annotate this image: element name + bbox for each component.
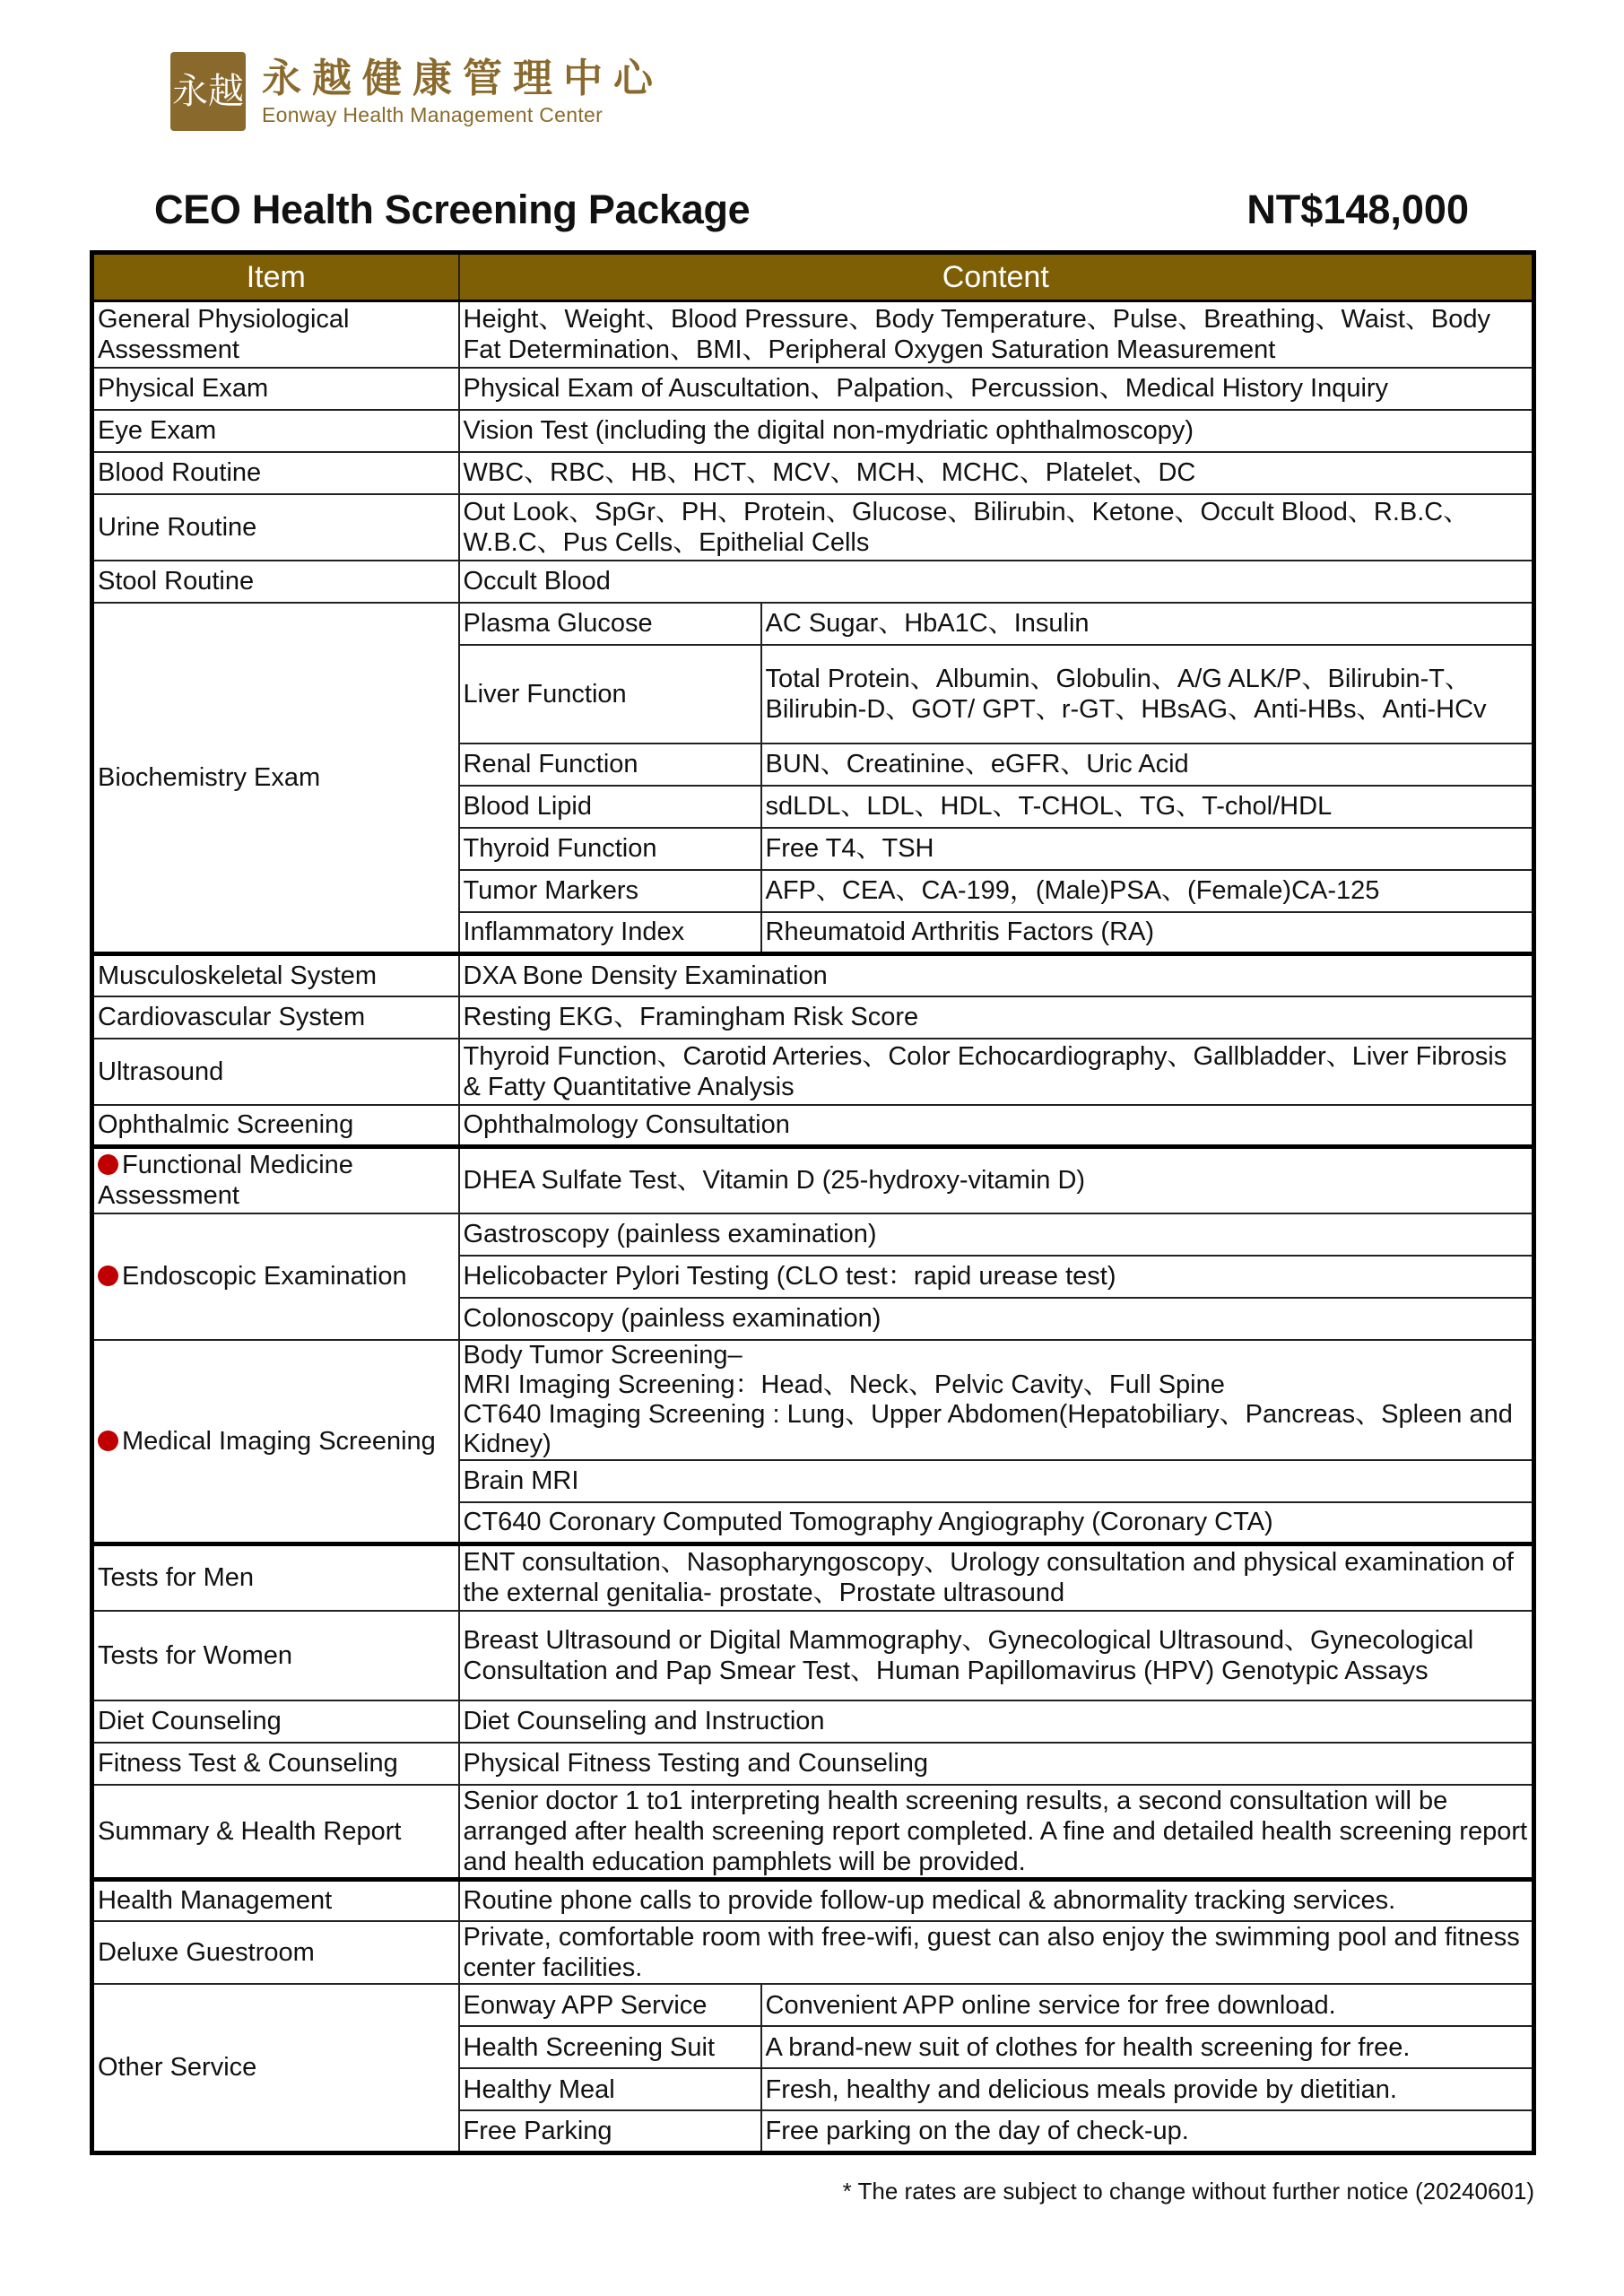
item-cell: Cardiovascular System <box>92 996 459 1039</box>
sub-item-cell: Plasma Glucose <box>459 603 761 645</box>
sub-content-cell: sdLDL、LDL、HDL、T-CHOL、TG、T-chol/HDL <box>761 786 1534 828</box>
table-row <box>92 561 1534 603</box>
content-cell: Diet Counseling and Instruction <box>459 1700 1534 1743</box>
item-cell: Deluxe Guestroom <box>92 1921 459 1984</box>
content-cell: DHEA Sulfate Test、Vitamin D (25-hydroxy-vitamin D) <box>459 1147 1534 1213</box>
content-cell: Occult Blood <box>459 561 1534 603</box>
footer-note: * The rates are subject to change without further notice (20240601) <box>842 2178 1534 2205</box>
item-cell: Other Service <box>92 1984 459 2152</box>
package-price: NT$148,000 <box>1246 187 1469 232</box>
table-row <box>92 1879 1534 1921</box>
table-row <box>92 954 1534 996</box>
table-row <box>92 1340 1534 1460</box>
item-label: Functional Medicine Assessment <box>98 1151 353 1211</box>
item-cell: Summary & Health Report <box>92 1785 459 1880</box>
content-cell: Colonoscopy (painless examination) <box>459 1298 1534 1340</box>
table-row <box>92 410 1534 452</box>
item-cell: Biochemistry Exam <box>92 603 459 954</box>
table-row <box>92 1700 1534 1743</box>
sub-item-cell: Free Parking <box>459 2110 761 2152</box>
item-cell: Blood Routine <box>92 452 459 494</box>
table-row <box>92 1544 1534 1611</box>
logo-name-english: Eonway Health Management Center <box>262 103 604 126</box>
column-header-item: Item <box>92 253 459 301</box>
item-cell <box>92 1340 459 1544</box>
content-cell: Private, comfortable room with free-wifi, guest can also enjoy the swimming pool and fitness center facilities. <box>459 1921 1534 1984</box>
content-cell: Height、Weight、Blood Pressure、Body Temperature、Pulse、Breathing、Waist、Body Fat Determination、BMI、Peripheral Oxygen Saturation Measurement <box>459 301 1534 368</box>
table-row <box>92 1039 1534 1105</box>
table-row <box>92 1611 1534 1700</box>
content-cell: WBC、RBC、HB、HCT、MCV、MCH、MCHC、Platelet、DC <box>459 452 1534 494</box>
sub-item-cell: Healthy Meal <box>459 2068 761 2110</box>
sub-content-cell: Free T4、TSH <box>761 828 1534 870</box>
sub-item-cell: Inflammatory Index <box>459 912 761 954</box>
content-cell: Ophthalmology Consultation <box>459 1105 1534 1147</box>
content-cell: Physical Exam of Auscultation、Palpation、Percussion、Medical History Inquiry <box>459 368 1534 410</box>
item-cell: Tests for Women <box>92 1611 459 1700</box>
title-row <box>154 187 1469 233</box>
item-label: Medical Imaging Screening <box>122 1426 436 1456</box>
item-cell: Eye Exam <box>92 410 459 452</box>
content-cell: CT640 Coronary Computed Tomography Angiography (Coronary CTA) <box>459 1502 1534 1544</box>
content-cell: Vision Test (including the digital non-mydriatic ophthalmoscopy) <box>459 410 1534 452</box>
content-cell <box>459 1340 1534 1460</box>
red-dot-marker-icon <box>98 1431 118 1451</box>
content-line: Body Tumor Screening– <box>463 1340 743 1370</box>
table-row <box>92 1743 1534 1785</box>
red-dot-marker-icon <box>98 1154 118 1175</box>
content-cell: Out Look、SpGr、PH、Protein、Glucose、Bilirubin、Ketone、Occult Blood、R.B.C、W.B.C、Pus Cells、Epithelial Cells <box>459 494 1534 561</box>
sub-item-cell: Tumor Markers <box>459 870 761 912</box>
logo <box>170 52 664 131</box>
item-cell <box>92 1213 459 1340</box>
sub-content-cell: Total Protein、Albumin、Globulin、A/G ALK/P、Bilirubin-T、Bilirubin-D、GOT/ GPT、r-GT、HBsAG、Anti-HBs、Anti-HCv <box>761 645 1534 744</box>
item-cell: Physical Exam <box>92 368 459 410</box>
content-cell: Senior doctor 1 to1 interpreting health screening results, a second consultation will be arranged after health screening report completed. A fine and detailed health screening report and health education pamphlets will be provided. <box>459 1785 1534 1880</box>
sub-item-cell: Health Screening Suit <box>459 2026 761 2068</box>
item-cell: Health Management <box>92 1879 459 1921</box>
content-cell: Helicobacter Pylori Testing (CLO test：rapid urease test) <box>459 1256 1534 1298</box>
table-row <box>92 452 1534 494</box>
sub-item-cell: Eonway APP Service <box>459 1984 761 2026</box>
sub-content-cell: Convenient APP online service for free download. <box>761 1984 1534 2026</box>
table-row <box>92 1921 1534 1984</box>
item-cell: Musculoskeletal System <box>92 954 459 996</box>
item-cell: Urine Routine <box>92 494 459 561</box>
content-cell: Breast Ultrasound or Digital Mammography、Gynecological Ultrasound、Gynecological Consultation and Pap Smear Test、Human Papillomavirus (HPV) Genotypic Assays <box>459 1611 1534 1700</box>
table-header-row <box>92 253 1534 301</box>
content-cell: Physical Fitness Testing and Counseling <box>459 1743 1534 1785</box>
content-line: CT640 Imaging Screening : Lung、Upper Abdomen(Hepatobiliary、Pancreas、Spleen and Kidney) <box>463 1399 1513 1458</box>
sub-content-cell: AC Sugar、HbA1C、Insulin <box>761 603 1534 645</box>
item-cell: Tests for Men <box>92 1544 459 1611</box>
table-row <box>92 1105 1534 1147</box>
item-cell: General Physiological Assessment <box>92 301 459 368</box>
sub-item-cell: Thyroid Function <box>459 828 761 870</box>
sub-item-cell: Renal Function <box>459 744 761 786</box>
content-line: MRI Imaging Screening：Head、Neck、Pelvic Cavity、Full Spine <box>463 1370 1225 1399</box>
table-row <box>92 494 1534 561</box>
sub-content-cell: Fresh, healthy and delicious meals provide by dietitian. <box>761 2068 1534 2110</box>
item-cell: Ultrasound <box>92 1039 459 1105</box>
sub-content-cell: AFP、CEA、CA-199，(Male)PSA、(Female)CA-125 <box>761 870 1534 912</box>
sub-item-cell: Blood Lipid <box>459 786 761 828</box>
sub-content-cell: Rheumatoid Arthritis Factors (RA) <box>761 912 1534 954</box>
table-row <box>92 368 1534 410</box>
item-label: Endoscopic Examination <box>122 1262 407 1291</box>
table-row <box>92 301 1534 368</box>
table-row <box>92 603 1534 645</box>
red-dot-marker-icon <box>98 1265 118 1286</box>
table-row <box>92 1984 1534 2026</box>
item-cell: Stool Routine <box>92 561 459 603</box>
sub-content-cell: BUN、Creatinine、eGFR、Uric Acid <box>761 744 1534 786</box>
logo-mark-icon: 永越 <box>170 52 246 131</box>
column-header-content: Content <box>459 253 1534 301</box>
table-row <box>92 1785 1534 1880</box>
content-cell: Thyroid Function、Carotid Arteries、Color Echocardiography、Gallbladder、Liver Fibrosis & Fatty Quantitative Analysis <box>459 1039 1534 1105</box>
table-row <box>92 1147 1534 1213</box>
item-cell <box>92 1147 459 1213</box>
table-row <box>92 1213 1534 1256</box>
content-cell: Gastroscopy (painless examination) <box>459 1213 1534 1256</box>
content-cell: Resting EKG、Framingham Risk Score <box>459 996 1534 1039</box>
table-row <box>92 996 1534 1039</box>
package-title: CEO Health Screening Package <box>154 187 751 232</box>
item-cell: Diet Counseling <box>92 1700 459 1743</box>
content-cell: DXA Bone Density Examination <box>459 954 1534 996</box>
sub-item-cell: Liver Function <box>459 645 761 744</box>
item-cell: Fitness Test & Counseling <box>92 1743 459 1785</box>
content-cell: Brain MRI <box>459 1460 1534 1502</box>
content-cell: Routine phone calls to provide follow-up medical & abnormality tracking services. <box>459 1879 1534 1921</box>
sub-content-cell: Free parking on the day of check-up. <box>761 2110 1534 2152</box>
item-cell: Ophthalmic Screening <box>92 1105 459 1147</box>
sub-content-cell: A brand-new suit of clothes for health screening for free. <box>761 2026 1534 2068</box>
package-table <box>90 250 1536 2155</box>
logo-name-chinese: 永越健康管理中心 <box>262 56 664 101</box>
content-cell: ENT consultation、Nasopharyngoscopy、Urology consultation and physical examination of the external genitalia- prostate、Prostate ultrasound <box>459 1544 1534 1611</box>
